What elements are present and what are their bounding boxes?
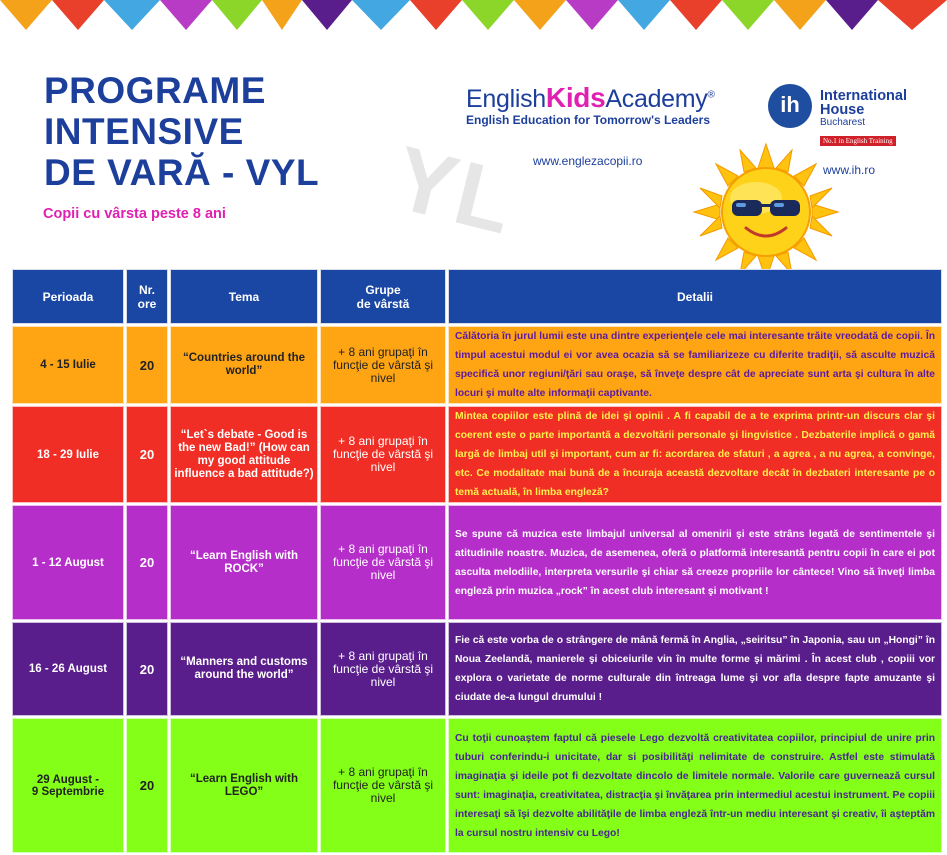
eka-logo-name (466, 82, 715, 114)
ih-url[interactable]: www.ih.ro (823, 163, 876, 177)
title-line-3: DE VARĂ - VYL (44, 152, 320, 193)
table-row (12, 505, 942, 620)
table-header-row (12, 269, 942, 324)
cell-grupe: + 8 ani grupaţi în funcţie de vârstă şi nivel (320, 505, 446, 620)
header-perioada: Perioada (12, 269, 124, 324)
cell-grupe: + 8 ani grupaţi în funcţie de vârstă şi nivel (320, 326, 446, 404)
page-subtitle: Copii cu vârsta peste 8 ani (43, 206, 226, 222)
cell-tema: “Learn English with LEGO” (170, 718, 318, 853)
header-grupe (320, 269, 446, 324)
header-ore-line-1: Nr. (138, 282, 155, 297)
cell-perioada-line-2: 9 Septembrie (31, 785, 105, 798)
ih-name-line-2: House (820, 102, 865, 118)
sun-sunglasses-icon (686, 140, 846, 280)
cell-perioada (12, 718, 124, 853)
header-detalii: Detalii (448, 269, 942, 324)
eka-name-part-3: Academy (605, 85, 708, 113)
ih-badge: No.1 in English Training (820, 136, 896, 146)
cell-grupe: + 8 ani grupaţi în funcţie de vârstă şi nivel (320, 718, 446, 853)
cell-ore: 20 (126, 326, 168, 404)
ih-city: Bucharest (820, 117, 866, 128)
header-ore-line-2: ore (137, 296, 157, 311)
cell-perioada: 18 - 29 Iulie (12, 406, 124, 503)
cell-perioada: 4 - 15 Iulie (12, 326, 124, 404)
header-grupe-line-1: Grupe (365, 282, 401, 297)
title-line-2: INTENSIVE (44, 111, 244, 152)
page-title (44, 70, 319, 193)
cell-perioada: 1 - 12 August (12, 505, 124, 620)
cell-tema: “Manners and customs around the world” (170, 622, 318, 716)
cell-detalii: Călătoria în jurul lumii este una dintre experienţele cele mai interesante trăite vreodată de copii. În timpul acestui modul ei vor avea ocazia să se familiarizeze cu diferite tradiţii, să asculte muzică specifică unor regiuni/ţări sau oraşe, să înveţe despre cât de apreciate sunt arta şi cultura în alte locuri şi multe alte informaţii captivante. (448, 326, 942, 404)
header-grupe-line-2: de vârstă (356, 296, 410, 311)
cell-grupe: + 8 ani grupaţi în funcţie de vârstă şi nivel (320, 406, 446, 503)
cell-detalii: Mintea copiilor este plină de idei şi opinii . A fi capabil de a te exprima printr-un discurs clar şi coerent este o parte importantă a dezvoltării personale şi lingvistice . Dezbaterile implică o gamă largă de limbaj util şi important, cum ar fi: acordarea de sfaturi , a agrea , a nu agrea, a convinge, etc. Ce modalitate mai bună de a încuraja această dezvoltare decât în dezbateri interesante pe o temă actuală, în limba engleză? (448, 406, 942, 503)
eka-name-part-2: Kids (545, 82, 606, 113)
watermark: YL (384, 128, 525, 254)
bunting-decoration (0, 0, 947, 32)
cell-ore: 20 (126, 622, 168, 716)
ih-name (820, 89, 907, 117)
table-row (12, 326, 942, 404)
eka-url[interactable]: www.englezacopii.ro (533, 154, 643, 168)
cell-detalii: Fie că este vorba de o strângere de mână fermă în Anglia, „seiritsu” în Japonia, sau un „Hongi” în Noua Zeelandă, manierele şi obiceiurile vin în multe forme şi mărimi . În acest club , copiii vor explora o varietate de norme culturale din întreaga lume şi vor afla despre fapte amuzante şi ciudate de-a lungul drumului ! (448, 622, 942, 716)
cell-grupe: + 8 ani grupaţi în funcţie de vârstă şi nivel (320, 622, 446, 716)
cell-ore: 20 (126, 718, 168, 853)
cell-ore: 20 (126, 505, 168, 620)
cell-tema: “Learn English with ROCK” (170, 505, 318, 620)
header-nr-ore (126, 269, 168, 324)
cell-tema: “Countries around the world” (170, 326, 318, 404)
table-row (12, 622, 942, 716)
cell-tema: “Let`s debate - Good is the new Bad!” (How can my good attitude influence a bad attitude?) (170, 406, 318, 503)
ih-name-line-1: International (820, 88, 908, 104)
cell-ore: 20 (126, 406, 168, 503)
eka-tagline: English Education for Tomorrow's Leaders (466, 113, 710, 127)
english-kids-academy-logo (466, 82, 715, 127)
cell-detalii: Se spune că muzica este limbajul universal al omenirii şi este strâns legată de sentimentele şi atitudinile noastre. Muzica, de asemenea, oferă o platformă interesantă pentru copii în care ei pot asculta melodiile, interpreta versurile şi chiar să creeze propriile lor cântece! Vino să înveţi limba engleză prin muzica „rock” în acest club interesant şi motivant ! (448, 505, 942, 620)
ih-mark-icon: ih (768, 84, 812, 128)
title-line-1: PROGRAME (44, 70, 266, 111)
header-tema: Tema (170, 269, 318, 324)
eka-name-part-1: English (466, 85, 546, 113)
cell-perioada-line-1: 29 August - (36, 773, 100, 786)
cell-detalii: Cu toţii cunoaştem faptul că piesele Lego dezvoltă creativitatea copiilor, principiul de unire prin tuburi conferindu-i unicitate, dar si posibilităţi nelimitate de construire. Astfel este stimulată imaginaţia şi ideile pot fi dezvoltate dincolo de limitele normale. Valorile care guvernează cursul sunt: imaginaţia, creativitatea, distracţia şi învăţarea prin intermediul acestui instrument. Pe copiii interesaţi să îşi dezvolte abilităţile de limba engleză într-un mediu interesant şi creativ, îi aşteptăm la cursul nostru intensiv cu Lego! (448, 718, 942, 853)
table-row (12, 718, 942, 853)
schedule-table (10, 267, 944, 855)
table-row (12, 406, 942, 503)
registered-icon: ® (707, 89, 715, 101)
cell-perioada: 16 - 26 August (12, 622, 124, 716)
